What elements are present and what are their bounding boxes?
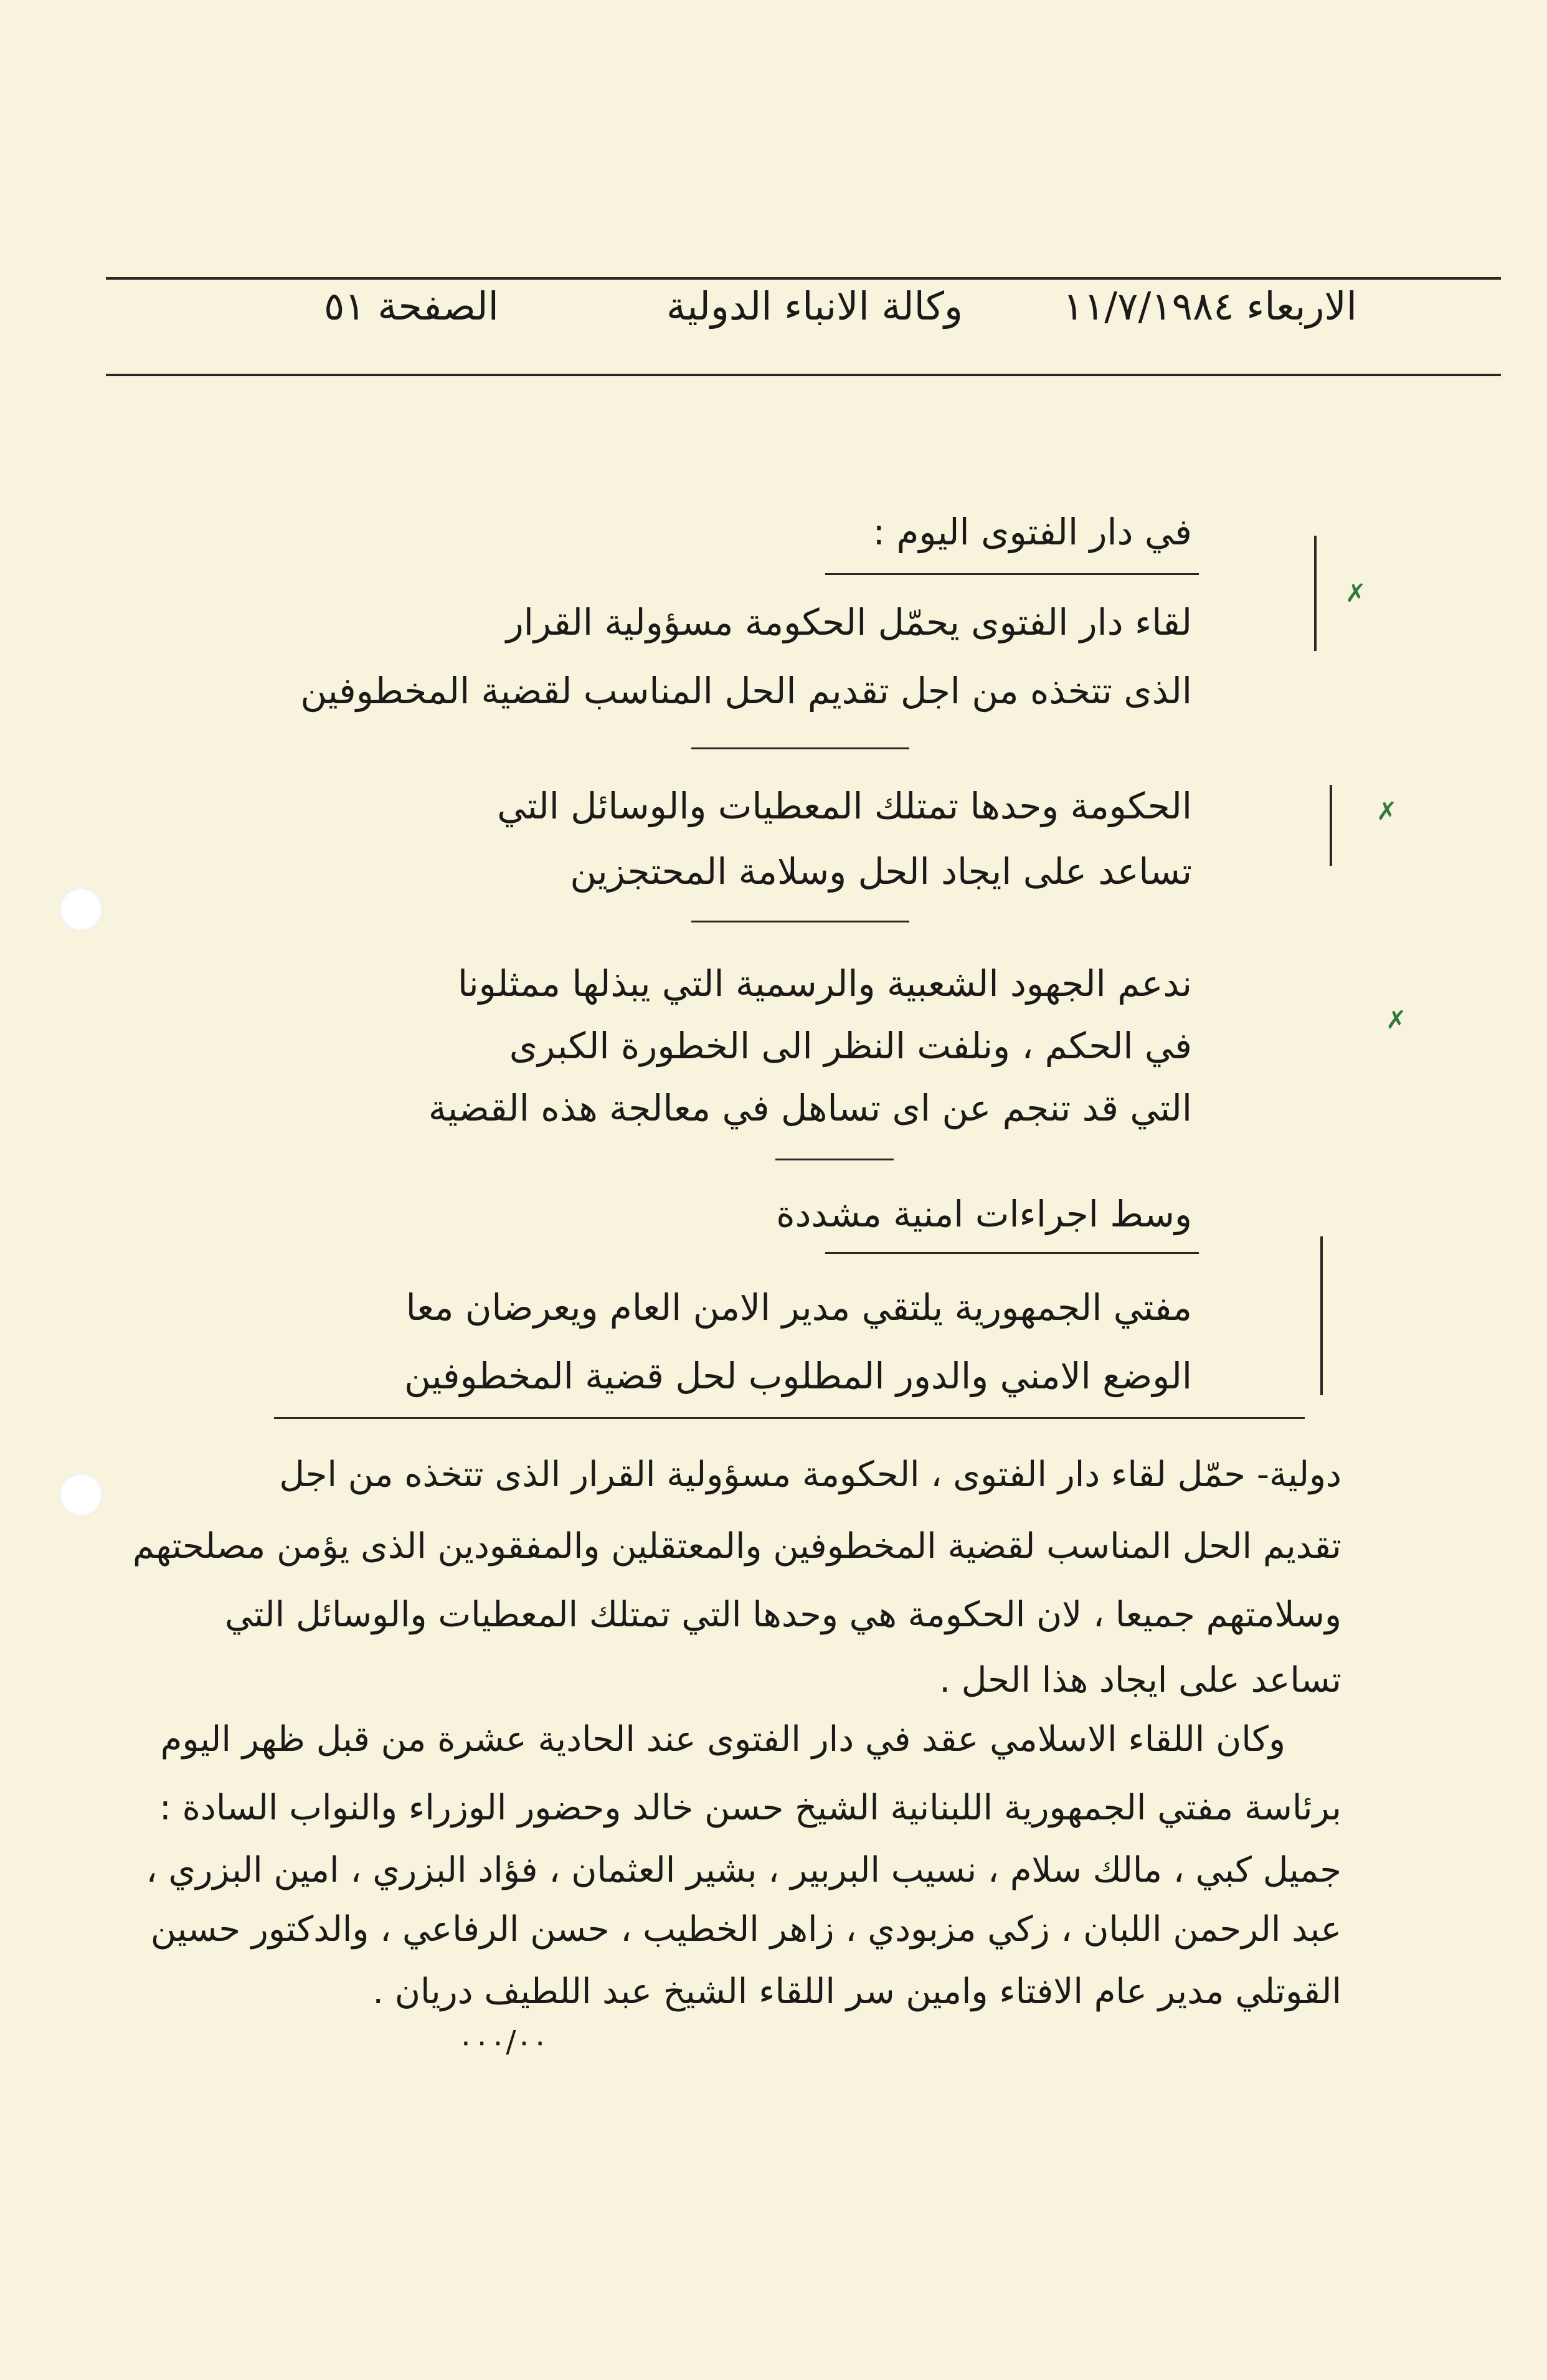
body-line-5: وكان اللقاء الاسلامي عقد في دار الفتوى عند الحادية عشرة من قبل ظهر اليوم [160,1719,1285,1760]
headline-1-line-1: في دار الفتوى اليوم : [873,511,1192,553]
headline-6-line-2: الوضع الامني والدور المطلوب لحل قضية المخطوفين [404,1355,1192,1397]
body-line-4: تساعد على ايجاد هذا الحل . [939,1660,1341,1700]
margin-bar-3 [1320,1236,1323,1395]
headline-4-line-3: التي قد تنجم عن اى تساهل في معالجة هذه القضية [428,1087,1192,1129]
margin-bar-1 [1314,536,1317,651]
body-line-7: جميل كبي ، مالك سلام ، نسيب البربير ، بشير العثمان ، فؤاد البزري ، امين البزري ، [146,1850,1341,1890]
headline-5-underline [825,1252,1199,1254]
headline-5-line-1: وسط اجراءات امنية مشددة [776,1193,1192,1235]
checkmark-icon-1: ✗ [1345,579,1366,608]
headline-3-line-1: الحكومة وحدها تمتلك المعطيات والوسائل التي [497,785,1192,827]
body-line-3: وسلامتهم جميعا ، لان الحكومة هي وحدها التي تمتلك المعطيات والوسائل التي [225,1595,1341,1635]
headline-4-line-1: ندعم الجهود الشعبية والرسمية التي يبذلها ممثلونا [457,962,1192,1005]
headline-6-underline [274,1417,1305,1419]
punch-hole-top [59,888,103,931]
header-agency: وكالة الانباء الدولية [666,283,963,329]
headline-2-underline [691,747,909,749]
checkmark-icon-2: ✗ [1376,797,1398,826]
body-line-8: عبد الرحمن اللبان ، زكي مزبودي ، زاهر الخطيب ، حسن الرفاعي ، والدكتور حسين [150,1909,1341,1950]
header-page-number: الصفحة ٥١ [324,283,499,329]
checkmark-icon-3: ✗ [1386,1006,1407,1035]
headline-4-line-2: في الحكم ، ونلفت النظر الى الخطورة الكبرى [509,1025,1192,1067]
headline-2-line-2: الذى تتخذه من اجل تقديم الحل المناسب لقضية المخطوفين [300,670,1192,712]
headline-4-underline [775,1159,894,1160]
body-line-1: دولية- حمّل لقاء دار الفتوى ، الحكومة مسؤولية القرار الذى تتخذه من اجل [279,1454,1341,1495]
headline-2-line-1: لقاء دار الفتوى يحمّل الحكومة مسؤولية القرار [506,601,1192,643]
continuation-marker: ٠٠٠/٠٠ [458,2024,549,2059]
body-line-6: برئاسة مفتي الجمهورية اللبنانية الشيخ حسن خالد وحضور الوزراء والنواب السادة : [159,1788,1341,1828]
headline-3-line-2: تساعد على ايجاد الحل وسلامة المحتجزين [570,850,1192,893]
body-line-9: القوتلي مدير عام الافتاء وامين سر اللقاء الشيخ عبد اللطيف دريان . [372,1971,1341,2012]
margin-bar-2 [1330,785,1332,866]
header-date: الاربعاء ١١/٧/١٩٨٤ [1062,283,1357,329]
headline-3-underline [691,921,909,922]
headline-1-underline [825,573,1199,575]
headline-6-line-1: مفتي الجمهورية يلتقي مدير الامن العام ويعرضان معا [405,1286,1192,1329]
header-bottom-rule [106,374,1501,376]
body-line-2: تقديم الحل المناسب لقضية المخطوفين والمعتقلين والمفقودين الذى يؤمن مصلحتهم [133,1526,1341,1567]
header-top-rule [106,277,1501,280]
punch-hole-bottom [59,1473,103,1517]
